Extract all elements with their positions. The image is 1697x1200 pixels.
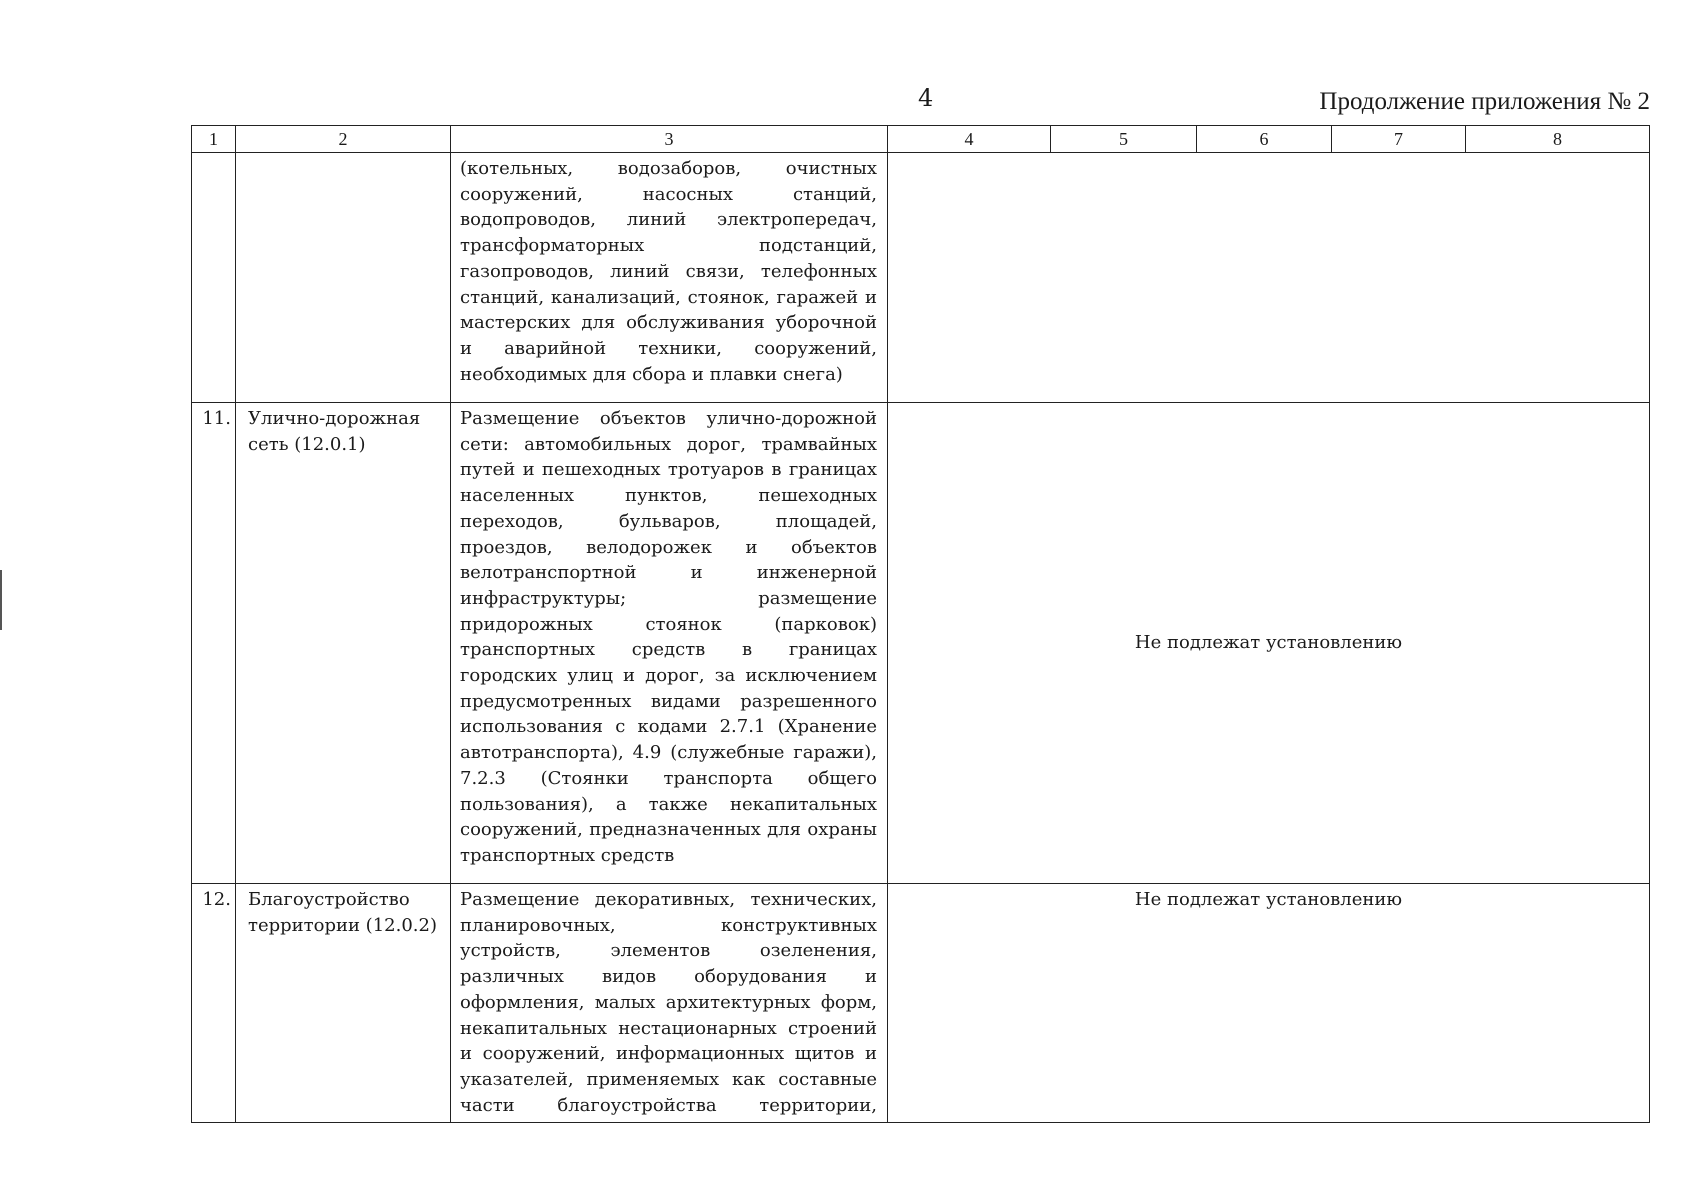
description-line: сооружений, насосных станций, — [460, 183, 877, 205]
description-line: проездов, велодорожек и объектов — [460, 536, 877, 558]
column-number: 3 — [451, 126, 888, 153]
column-number: 4 — [888, 126, 1051, 153]
description-line: транспортных средств — [460, 844, 675, 866]
row-description — [451, 153, 888, 403]
description-line: Размещение объектов улично-дорожной — [460, 408, 877, 429]
description-line: мастерских для обслуживания уборочной — [460, 312, 877, 334]
row-description — [451, 884, 888, 1123]
table-row — [192, 153, 1650, 403]
description-line: сооружений, предназначенных для охраны — [460, 819, 877, 841]
description-line: пользования), а также некапитальных — [460, 793, 877, 815]
description-line: путей и пешеходных тротуаров в границах — [460, 459, 877, 481]
row-name: Благоустройство территории (12.0.2) — [236, 884, 451, 1123]
description-line: автотранспорта), 4.9 (служебные гаражи), — [460, 742, 877, 764]
column-number: 8 — [1466, 126, 1650, 153]
description-line: части благоустройства территории, — [460, 1094, 877, 1116]
description-line: и аварийной техники, сооружений, — [460, 337, 877, 359]
row-name — [236, 153, 451, 403]
description-line: трансформаторных подстанций, — [460, 235, 877, 257]
description-line: населенных пунктов, пешеходных — [460, 485, 877, 507]
row-value — [888, 153, 1650, 403]
table-row — [192, 884, 1650, 1123]
description-line: инфраструктуры; размещение — [460, 587, 877, 609]
appendix-table — [191, 125, 1650, 1123]
description-line: сети: автомобильных дорог, трамвайных — [460, 433, 877, 455]
description-line: необходимых для сбора и плавки снега) — [460, 363, 843, 385]
column-number: 5 — [1051, 126, 1197, 153]
description-line: Размещение декоративных, технических, — [460, 889, 877, 910]
description-line: и сооружений, информационных щитов и — [460, 1043, 877, 1065]
description-line: станций, канализаций, стоянок, гаражей и — [460, 286, 877, 308]
description-line: различных видов оборудования и — [460, 966, 877, 988]
scan-margin-mark — [0, 570, 2, 630]
column-number: 1 — [192, 126, 236, 153]
description-line: переходов, бульваров, площадей, — [460, 510, 877, 532]
continuation-title: Продолжение приложения № 2 — [1319, 88, 1650, 115]
row-number — [192, 153, 236, 403]
description-line: городских улиц и дорог, за исключением — [460, 665, 877, 687]
description-line: использования с кодами 2.7.1 (Хранение — [460, 716, 877, 738]
row-description — [451, 403, 888, 884]
description-line: планировочных, конструктивных — [460, 914, 877, 936]
row-value: Не подлежат установлению — [888, 403, 1650, 884]
description-line: устройств, элементов озеленения, — [460, 940, 877, 962]
description-line: 7.2.3 (Стоянки транспорта общего — [460, 767, 877, 789]
description-line: (котельных, водозаборов, очистных — [460, 158, 877, 179]
description-line: придорожных стоянок (парковок) — [460, 613, 877, 635]
row-number: 12. — [192, 884, 236, 1123]
column-number-row — [192, 126, 1650, 153]
description-line: указателей, применяемых как составные — [460, 1068, 877, 1090]
row-value: Не подлежат установлению — [888, 884, 1650, 1123]
row-name: Улично-дорожная сеть (12.0.1) — [236, 403, 451, 884]
description-line: газопроводов, линий связи, телефонных — [460, 260, 877, 282]
column-number: 7 — [1332, 126, 1466, 153]
page-number: 4 — [918, 84, 934, 112]
description-line: водопроводов, линий электропередач, — [460, 209, 877, 231]
description-line: оформления, малых архитектурных форм, — [460, 991, 877, 1013]
description-line: некапитальных нестационарных строений — [460, 1017, 877, 1039]
table-row — [192, 403, 1650, 884]
description-line: велотранспортной и инженерной — [460, 562, 877, 584]
description-line: транспортных средств в границах — [460, 639, 877, 661]
column-number: 2 — [236, 126, 451, 153]
description-line: предусмотренных видами разрешенного — [460, 690, 877, 712]
column-number: 6 — [1197, 126, 1332, 153]
row-number: 11. — [192, 403, 236, 884]
